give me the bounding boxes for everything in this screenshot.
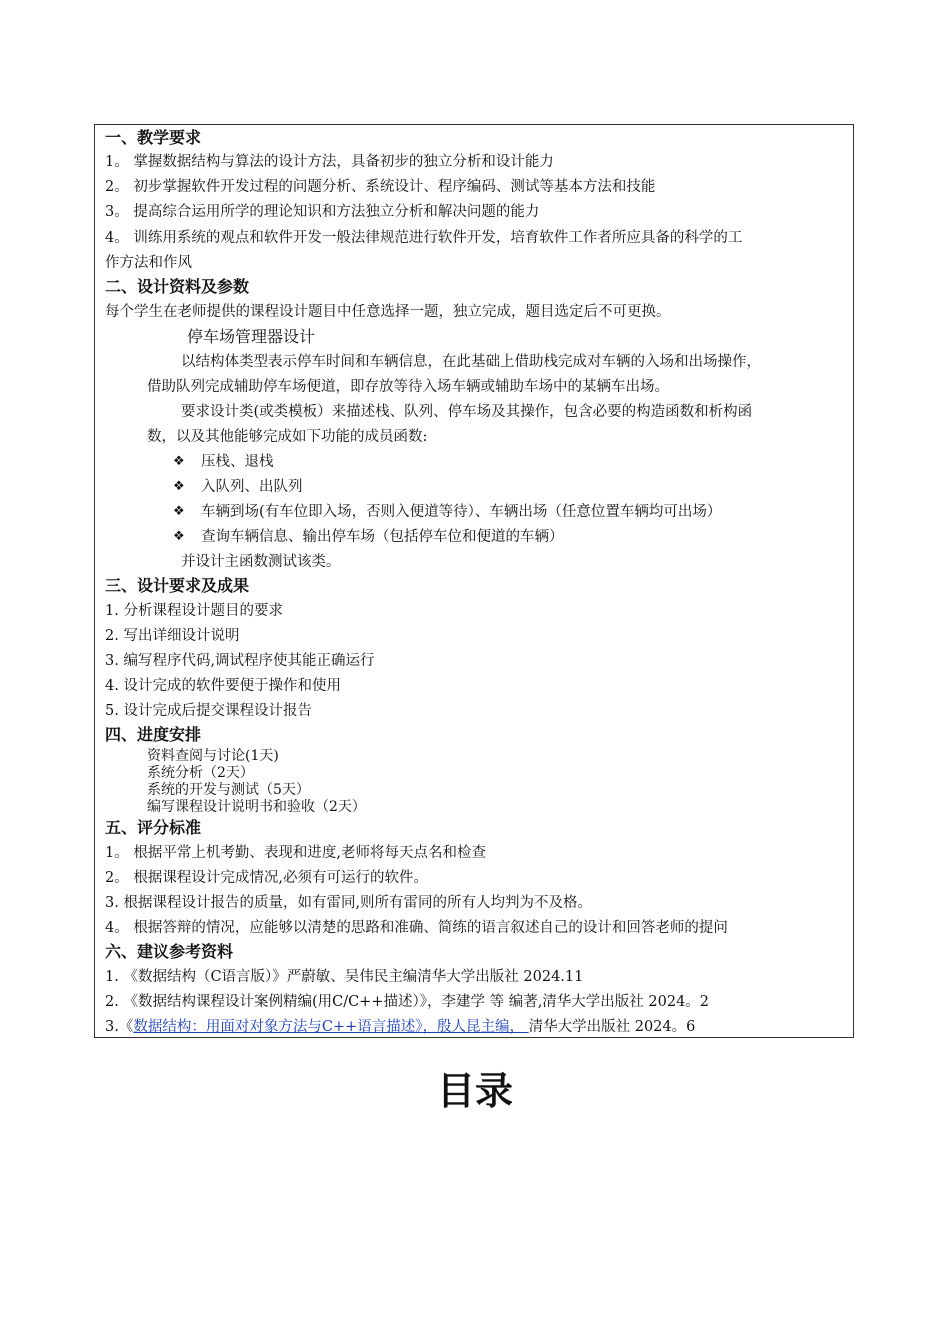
reference-item-3-prefix: 3.《 bbox=[105, 1019, 134, 1035]
teaching-item-3: 3。 提高综合运用所学的理论知识和方法独立分析和解决问题的能力 bbox=[105, 204, 540, 220]
schedule-item-2: 系统分析（2天） bbox=[147, 765, 254, 781]
reference-item-2: 2. 《数据结构课程设计案例精编(用C/C++描述）》，李建学 等 编著,清华大学出版社 2024。2 bbox=[105, 994, 710, 1010]
topic-paragraph2-line2: 数，以及其他能够完成如下功能的成员函数: bbox=[147, 429, 428, 445]
bullet-icon: ❖ bbox=[173, 504, 185, 519]
bullet-icon: ❖ bbox=[173, 479, 185, 494]
bullet-icon: ❖ bbox=[173, 529, 185, 544]
section-heading-grading: 五、评分标准 bbox=[105, 818, 202, 837]
topic-paragraph1-line1: 以结构体类型表示停车时间和车辆信息，在此基础上借助栈完成对车辆的入场和出场操作， bbox=[181, 354, 761, 370]
function-item-1: 压栈、退栈 bbox=[201, 454, 274, 470]
function-item-3: 车辆到场(有车位即入场，否则入便道等待）、车辆出场（任意位置车辆均可出场） bbox=[201, 504, 722, 520]
teaching-item-2: 2。 初步掌握软件开发过程的问题分析、系统设计、程序编码、测试等基本方法和技能 bbox=[105, 179, 656, 195]
reference-item-3-link[interactable]: 数据结构：用面对对象方法与C++语言描述》，殷人昆主编， bbox=[133, 1019, 529, 1035]
section-heading-references: 六、建议参考资料 bbox=[105, 942, 234, 961]
toc-title: 目录 bbox=[436, 1069, 513, 1113]
grading-item-4: 4。 根据答辩的情况，应能够以清楚的思路和准确、简练的语言叙述自己的设计和回答老师的提问 bbox=[105, 920, 728, 936]
grading-item-1: 1。 根据平常上机考勤、表现和进度,老师将每天点名和检查 bbox=[105, 845, 486, 861]
outcome-item-1: 1. 分析课程设计题目的要求 bbox=[105, 603, 283, 619]
outcome-item-2: 2. 写出详细设计说明 bbox=[105, 628, 240, 644]
teaching-item-4: 4。 训练用系统的观点和软件开发一般法律规范进行软件开发，培育软件工作者所应具备的科学的工 bbox=[105, 230, 743, 246]
topic-paragraph1-line2: 借助队列完成辅助停车场便道，即存放等待入场车辆或辅助车场中的某辆车出场。 bbox=[147, 379, 669, 395]
function-item-4: 查询车辆信息、输出停车场（包括停车位和便道的车辆） bbox=[201, 529, 564, 545]
outcome-item-5: 5. 设计完成后提交课程设计报告 bbox=[105, 703, 312, 719]
teaching-item-4-continued: 作方法和作风 bbox=[105, 255, 192, 271]
section-heading-teaching-requirements: 一、教学要求 bbox=[105, 128, 202, 147]
function-item-2: 入队列、出队列 bbox=[201, 479, 303, 495]
topic-title: 停车场管理器设计 bbox=[187, 327, 316, 346]
section-heading-schedule: 四、进度安排 bbox=[105, 725, 202, 744]
schedule-item-1: 资料查阅与讨论(1天) bbox=[147, 748, 279, 764]
grading-item-3: 3. 根据课程设计报告的质量，如有雷同,则所有雷同的所有人均判为不及格。 bbox=[105, 895, 593, 911]
reference-item-3-suffix: 清华大学出版社 2024。6 bbox=[528, 1019, 696, 1035]
teaching-item-1: 1。 掌握数据结构与算法的设计方法，具备初步的独立分析和设计能力 bbox=[105, 154, 554, 170]
reference-item-3 bbox=[105, 1018, 695, 1036]
course-design-table bbox=[94, 124, 854, 1038]
design-intro: 每个学生在老师提供的课程设计题目中任意选择一题，独立完成，题目选定后不可更换。 bbox=[105, 304, 671, 320]
reference-item-1: 1. 《数据结构（C语言版）》严蔚敏、吴伟民主编清华大学出版社 2024.11 bbox=[105, 969, 584, 985]
bullet-icon: ❖ bbox=[173, 454, 185, 469]
schedule-item-3: 系统的开发与测试（5天） bbox=[147, 782, 310, 798]
section-heading-design-materials: 二、设计资料及参数 bbox=[105, 277, 250, 296]
schedule-item-4: 编写课程设计说明书和验收（2天） bbox=[147, 799, 366, 815]
design-closing: 并设计主函数测试该类。 bbox=[181, 554, 341, 570]
outcome-item-4: 4. 设计完成的软件要便于操作和使用 bbox=[105, 678, 341, 694]
outcome-item-3: 3. 编写程序代码,调试程序使其能正确运行 bbox=[105, 653, 375, 669]
section-heading-design-outcomes: 三、设计要求及成果 bbox=[105, 576, 250, 595]
grading-item-2: 2。 根据课程设计完成情况,必须有可运行的软件。 bbox=[105, 870, 428, 886]
topic-paragraph2-line1: 要求设计类(或类模板）来描述栈、队列、停车场及其操作，包含必要的构造函数和析构函 bbox=[181, 404, 753, 420]
